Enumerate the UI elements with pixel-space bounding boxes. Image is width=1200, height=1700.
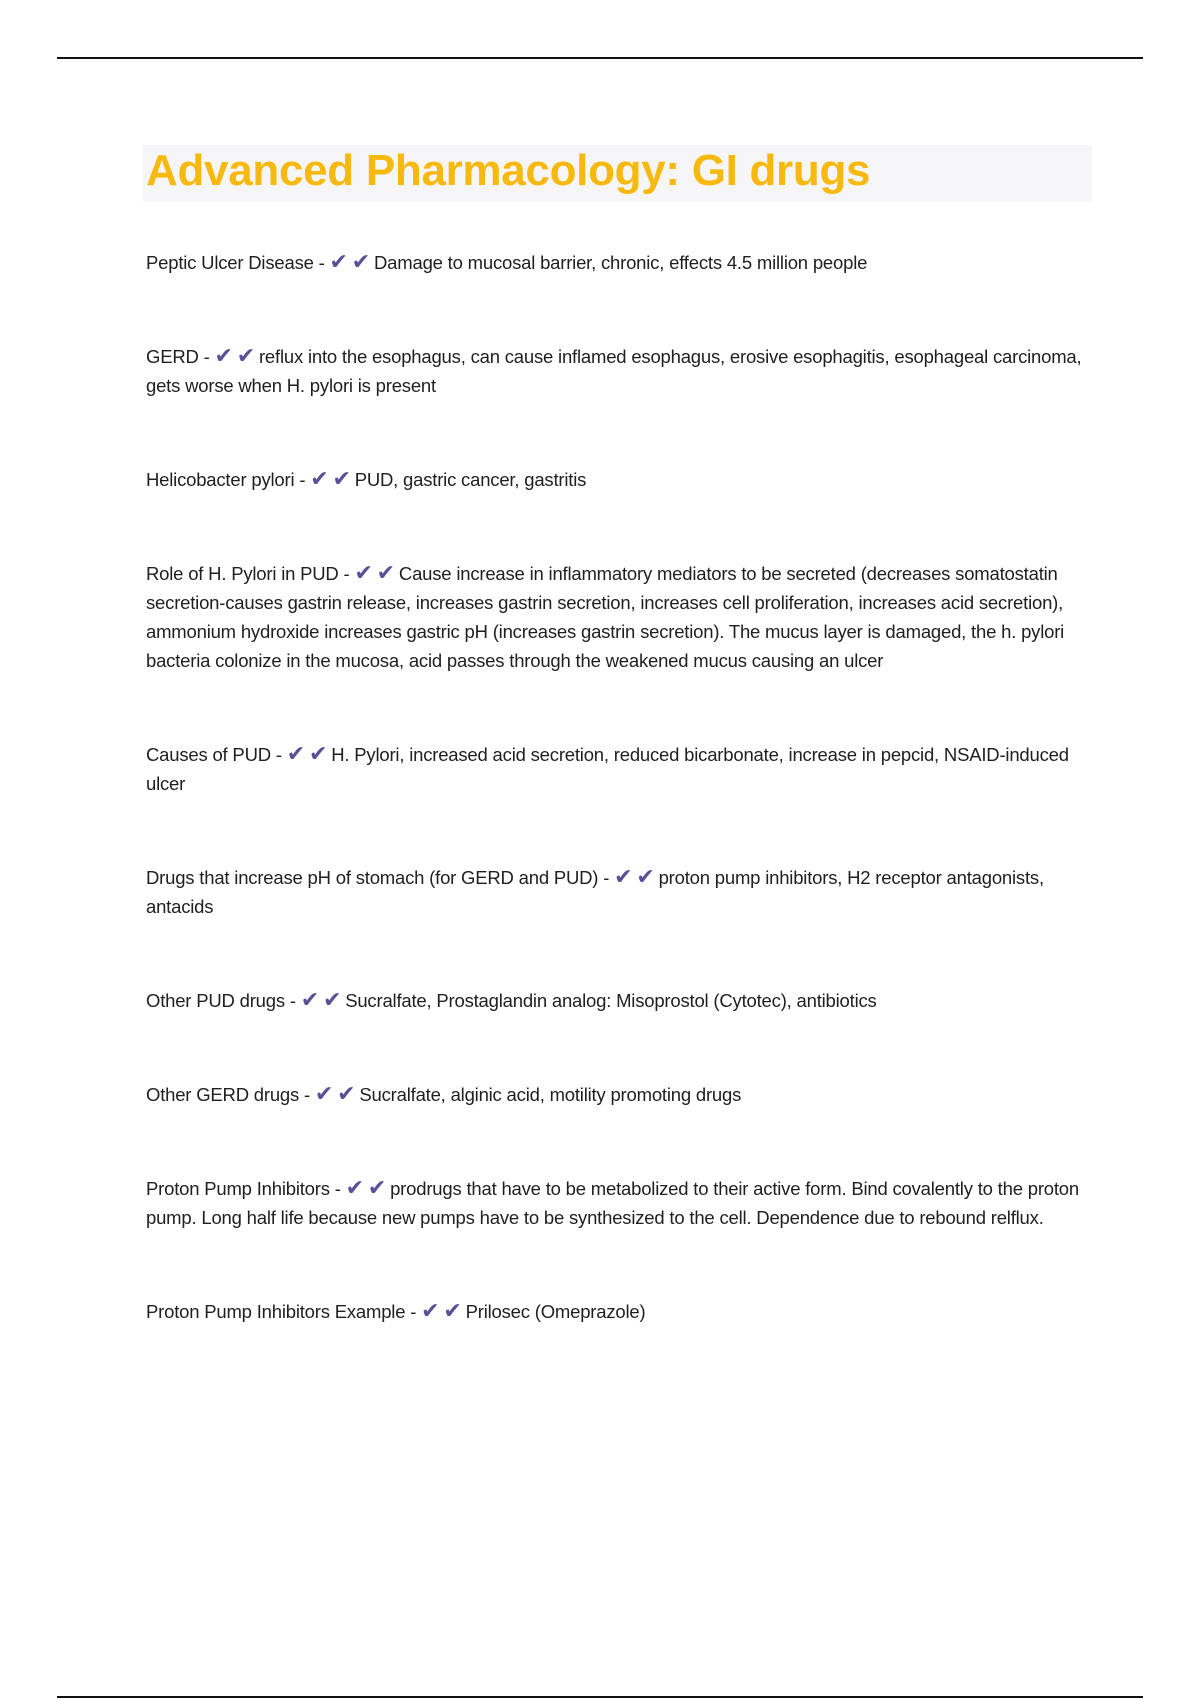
flashcard-entry [146,863,1096,921]
check-icon: ✔ [337,1082,356,1107]
flashcard-entry [146,465,1096,494]
entry-definition: H. Pylori, increased acid secretion, reduced bicarbonate, increase in pepcid, NSAID-induced ulcer [146,744,1069,794]
check-icon: ✔ [236,344,255,369]
check-icon: ✔ [443,1299,462,1324]
check-icon: ✔ [345,1176,364,1201]
entry-term: Peptic Ulcer Disease - [146,252,330,273]
entry-definition: Cause increase in inflammatory mediators to be secreted (decreases somatostatin secretion-causes gastrin release, increases gastrin secretion, increases cell proliferation, increases acid secretion), ammonium hydroxide increases gastric pH (increases gastrin secretion). The mucus layer is damaged, the h. pylori bacteria colonize in the mucosa, acid passes through the weakened mucus causing an ulcer [146,563,1065,671]
check-icon: ✔ [351,250,371,275]
bottom-rule [57,1696,1143,1698]
entry-definition: Damage to mucosal barrier, chronic, effects 4.5 million people [374,252,868,273]
flashcard-entry [146,1174,1096,1232]
entry-definition: proton pump inhibitors, H2 receptor antagonists, antacids [146,867,1044,917]
entry-term: Drugs that increase pH of stomach (for GERD and PUD) - [146,867,615,888]
entry-term: GERD - [146,346,215,367]
entry-term: Other PUD drugs - [146,990,301,1011]
flashcard-entry [146,740,1096,798]
entry-definition: Sucralfate, alginic acid, motility promoting drugs [359,1084,742,1105]
check-icon: ✔ [214,344,233,369]
entry-definition: PUD, gastric cancer, gastritis [354,469,587,490]
check-icon: ✔ [308,742,328,767]
entry-term: Proton Pump Inhibitors Example - [146,1301,422,1322]
entry-term: Causes of PUD - [146,744,287,765]
check-icon: ✔ [286,742,305,767]
flashcard-entry [146,248,1096,277]
check-icon: ✔ [376,561,395,586]
check-icon: ✔ [329,250,348,275]
flashcard-entry [146,342,1096,400]
check-icon: ✔ [354,561,373,586]
entry-term: Helicobacter pylori - [146,469,311,490]
entry-list [146,248,1096,1391]
entry-definition: Prilosec (Omeprazole) [465,1301,646,1322]
check-icon: ✔ [367,1176,387,1201]
entry-term: Other GERD drugs - [146,1084,315,1105]
flashcard-entry [146,559,1096,675]
check-icon: ✔ [322,988,342,1013]
entry-definition: Sucralfate, Prostaglandin analog: Misoprostol (Cytotec), antibiotics [345,990,877,1011]
flashcard-entry [146,986,1096,1015]
check-icon: ✔ [310,467,329,492]
check-icon: ✔ [300,988,319,1013]
entry-definition: reflux into the esophagus, can cause inflamed esophagus, erosive esophagitis, esophageal carcinoma, gets worse when H. pylori is present [146,346,1082,396]
flashcard-entry [146,1080,1096,1109]
entry-term: Role of H. Pylori in PUD - [146,563,355,584]
check-icon: ✔ [332,467,351,492]
check-icon: ✔ [614,865,633,890]
check-icon: ✔ [314,1082,334,1107]
check-icon: ✔ [636,865,655,890]
check-icon: ✔ [421,1299,440,1324]
entry-term: Proton Pump Inhibitors - [146,1178,346,1199]
page-title: Advanced Pharmacology: GI drugs [146,146,871,195]
top-rule [57,57,1143,59]
entry-definition: prodrugs that have to be metabolized to their active form. Bind covalently to the proton pump. Long half life because new pumps have to be synthesized to the cell. Dependence due to rebound relflux. [146,1178,1079,1228]
flashcard-entry [146,1297,1096,1326]
